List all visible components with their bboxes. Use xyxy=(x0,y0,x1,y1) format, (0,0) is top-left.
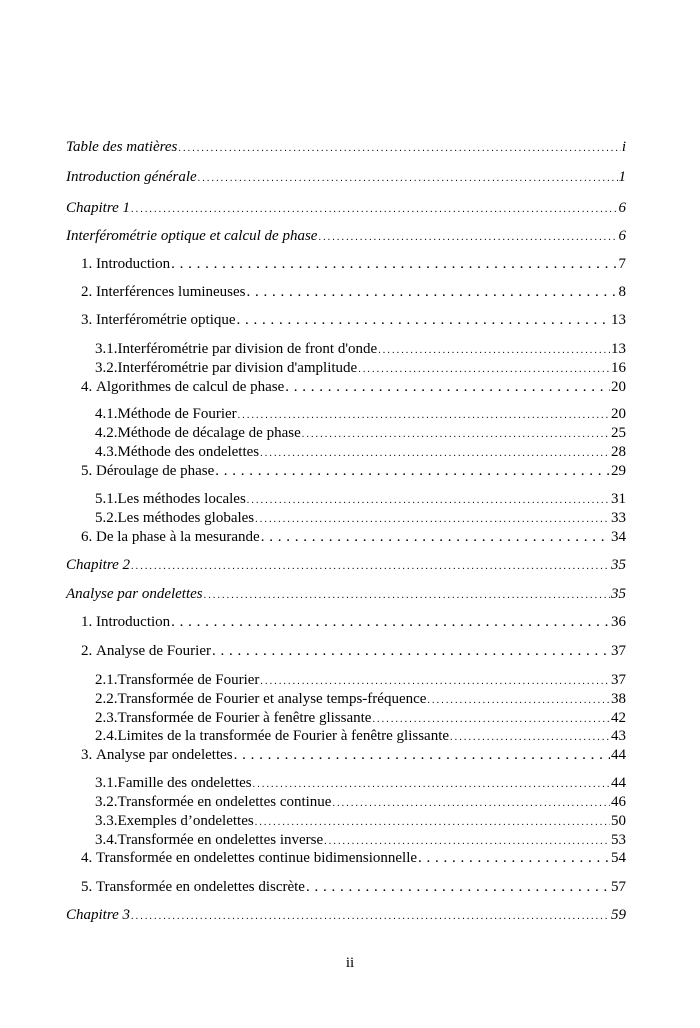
toc-entry[interactable] xyxy=(81,748,626,763)
toc-entry-page: 25 xyxy=(611,425,626,441)
dot-leader xyxy=(324,837,610,847)
toc-entry-page: 31 xyxy=(611,491,626,507)
dot-leader xyxy=(178,144,620,154)
toc-entry[interactable] xyxy=(81,257,626,272)
toc-entry-title: Interférométrie optique xyxy=(96,312,236,328)
toc-entry-page: 53 xyxy=(611,832,626,848)
toc-entry-number: 3.1. xyxy=(95,775,118,791)
dot-leader xyxy=(318,233,617,243)
dot-leader xyxy=(332,799,610,809)
toc-entry-number: 3.1. xyxy=(95,341,118,357)
toc-entry-page: 16 xyxy=(611,360,626,376)
toc-entry-number: 2.1. xyxy=(95,672,118,688)
toc-entry-title: Les méthodes globales xyxy=(117,510,255,526)
toc-entry[interactable] xyxy=(66,170,626,185)
dot-leader xyxy=(198,174,618,184)
toc-entry[interactable] xyxy=(95,833,626,848)
toc-entry-number: 4.2. xyxy=(95,425,118,441)
toc-entry-title: Interférométrie par division d'amplitude xyxy=(117,360,358,376)
dot-leader xyxy=(255,515,610,525)
toc-entry-number: 4. xyxy=(81,379,93,395)
toc-entry[interactable] xyxy=(66,140,626,155)
toc-entry-page: 44 xyxy=(611,775,626,791)
toc-entry-title: Introduction générale xyxy=(66,169,197,185)
dot-leader xyxy=(215,464,610,479)
toc-entry[interactable] xyxy=(81,380,626,395)
toc-entry-title: Chapitre 2 xyxy=(66,557,131,573)
dot-leader xyxy=(418,851,610,866)
toc-entry[interactable] xyxy=(81,464,626,479)
dot-leader xyxy=(171,257,617,272)
toc-entry-page: 50 xyxy=(611,813,626,829)
toc-entry[interactable] xyxy=(95,795,626,810)
toc-entry-number: 5. xyxy=(81,463,93,479)
toc-entry[interactable] xyxy=(81,851,626,866)
toc-entry-number: 5.2. xyxy=(95,510,118,526)
toc-entry-page: 43 xyxy=(611,728,626,744)
dot-leader xyxy=(450,733,610,743)
toc-entry-title: Interférométrie par division de front d'onde xyxy=(117,341,378,357)
dot-leader xyxy=(378,346,610,356)
dot-leader xyxy=(358,365,610,375)
toc-entry-number: 4. xyxy=(81,850,93,866)
dot-leader xyxy=(260,677,610,687)
toc-entry-page: 37 xyxy=(611,643,626,659)
toc-entry-title: Transformée de Fourier xyxy=(117,672,260,688)
toc-entry-number: 3. xyxy=(81,747,93,763)
toc-entry-title: Méthode des ondelettes xyxy=(117,444,260,460)
toc-entry-page: 42 xyxy=(611,710,626,726)
toc-entry-page: 46 xyxy=(611,794,626,810)
toc-entry-title: Chapitre 3 xyxy=(66,907,131,923)
dot-leader xyxy=(302,430,610,440)
toc-entry[interactable] xyxy=(95,729,626,744)
toc-entry-page: 13 xyxy=(611,312,626,328)
toc-entry-page: 35 xyxy=(611,586,626,602)
toc-entry-title: Analyse par ondelettes xyxy=(96,747,233,763)
dot-leader xyxy=(131,912,610,922)
toc-entry[interactable] xyxy=(81,880,626,895)
toc-entry[interactable] xyxy=(81,530,626,545)
toc-entry-page: 38 xyxy=(611,691,626,707)
dot-leader xyxy=(247,496,610,506)
toc-entry-number: 3.4. xyxy=(95,832,118,848)
toc-entry-title: Transformée en ondelettes discrète xyxy=(96,879,305,895)
toc-entry-title: Analyse de Fourier xyxy=(96,643,211,659)
toc-entry[interactable] xyxy=(95,445,626,460)
dot-leader xyxy=(261,530,610,545)
toc-entry-page: 33 xyxy=(611,510,626,526)
dot-leader xyxy=(204,591,610,601)
toc-entry-number: 1. xyxy=(81,614,93,630)
toc-entry-number: 3.3. xyxy=(95,813,118,829)
dot-leader xyxy=(427,696,610,706)
dot-leader xyxy=(234,748,610,763)
toc-entry[interactable] xyxy=(95,511,626,526)
toc-entry-page: 20 xyxy=(611,379,626,395)
toc-entry-number: 3.2. xyxy=(95,794,118,810)
toc-entry-title: Chapitre 1 xyxy=(66,200,131,216)
dot-leader xyxy=(255,818,610,828)
toc-entry-title: Table des matières xyxy=(66,139,178,155)
toc-entry-page: 34 xyxy=(611,529,626,545)
toc-entry-number: 2. xyxy=(81,643,93,659)
toc-entry-title: Déroulage de phase xyxy=(96,463,215,479)
toc-entry-title: Transformée en ondelettes continue xyxy=(117,794,332,810)
toc-entry-title: Interférométrie optique et calcul de phase xyxy=(66,228,318,244)
toc-entry-page: 7 xyxy=(618,256,626,272)
toc-entry[interactable] xyxy=(95,711,626,726)
toc-entry-title: Transformée en ondelettes inverse xyxy=(117,832,324,848)
toc-entry[interactable] xyxy=(66,558,626,573)
toc-entry[interactable] xyxy=(66,229,626,244)
toc-entry[interactable] xyxy=(95,361,626,376)
toc-entry-page: 6 xyxy=(618,228,626,244)
toc-entry-page: 57 xyxy=(611,879,626,895)
toc-entry-page: 59 xyxy=(611,907,626,923)
toc-entry[interactable] xyxy=(95,426,626,441)
toc-entry-title: Algorithmes de calcul de phase xyxy=(96,379,285,395)
page-number: ii xyxy=(345,955,355,971)
dot-leader xyxy=(253,780,610,790)
toc-entry-title: Méthode de Fourier xyxy=(117,406,237,422)
toc-entry[interactable] xyxy=(81,285,626,300)
toc-entry-title: De la phase à la mesurande xyxy=(96,529,260,545)
dot-leader xyxy=(306,880,610,895)
dot-leader xyxy=(237,313,610,328)
toc-entry-title: Méthode de décalage de phase xyxy=(117,425,301,441)
toc-entry[interactable] xyxy=(95,673,626,688)
toc-entry[interactable] xyxy=(95,814,626,829)
toc-entry-title: Transformée en ondelettes continue bidimensionnelle xyxy=(96,850,418,866)
toc-entry-title: Limites de la transformée de Fourier à fenêtre glissante xyxy=(117,728,450,744)
toc-entry-number: 2.3. xyxy=(95,710,118,726)
toc-entry-number: 5. xyxy=(81,879,93,895)
dot-leader xyxy=(285,380,610,395)
toc-entry-title: Famille des ondelettes xyxy=(117,775,252,791)
toc-entry-page: 28 xyxy=(611,444,626,460)
toc-entry-page: 29 xyxy=(611,463,626,479)
toc-entry[interactable] xyxy=(81,313,626,328)
dot-leader xyxy=(212,644,610,659)
dot-leader xyxy=(131,205,617,215)
toc-entry[interactable] xyxy=(66,201,626,216)
toc-entry-title: Les méthodes locales xyxy=(117,491,246,507)
toc-entry-number: 3.2. xyxy=(95,360,118,376)
dot-leader xyxy=(372,715,610,725)
toc-entry[interactable] xyxy=(81,644,626,659)
toc-entry-number: 6. xyxy=(81,529,93,545)
dot-leader xyxy=(171,615,610,630)
toc-entry-page: i xyxy=(621,139,626,155)
toc-entry-page: 13 xyxy=(611,341,626,357)
toc-entry-number: 1. xyxy=(81,256,93,272)
toc-entry-number: 2.2. xyxy=(95,691,118,707)
toc-entry-number: 2. xyxy=(81,284,93,300)
toc-entry[interactable] xyxy=(66,908,626,923)
toc-entry-page: 8 xyxy=(618,284,626,300)
toc-entry-page: 37 xyxy=(611,672,626,688)
dot-leader xyxy=(131,562,610,572)
toc-entry-title: Transformée de Fourier à fenêtre glissante xyxy=(117,710,372,726)
dot-leader xyxy=(260,449,610,459)
dot-leader xyxy=(247,285,618,300)
toc-entry-page: 6 xyxy=(618,200,626,216)
toc-entry-title: Introduction xyxy=(96,256,171,272)
toc-entry-title: Transformée de Fourier et analyse temps-fréquence xyxy=(117,691,427,707)
toc-entry[interactable] xyxy=(66,587,626,602)
toc-entry-title: Interférences lumineuses xyxy=(96,284,246,300)
toc-entry-page: 1 xyxy=(618,169,626,185)
toc-entry[interactable] xyxy=(95,692,626,707)
dot-leader xyxy=(238,411,610,421)
toc-entry-page: 35 xyxy=(611,557,626,573)
toc-entry-number: 2.4. xyxy=(95,728,118,744)
toc-entry-number: 4.3. xyxy=(95,444,118,460)
toc-entry[interactable] xyxy=(81,615,626,630)
toc-entry-title: Exemples d’ondelettes xyxy=(117,813,254,829)
toc-entry-number: 5.1. xyxy=(95,491,118,507)
toc-entry-page: 54 xyxy=(611,850,626,866)
toc-entry[interactable] xyxy=(95,492,626,507)
toc-entry[interactable] xyxy=(95,776,626,791)
toc-entry-number: 4.1. xyxy=(95,406,118,422)
toc-entry-number: 3. xyxy=(81,312,93,328)
toc-entry[interactable] xyxy=(95,407,626,422)
toc-entry[interactable] xyxy=(95,342,626,357)
toc-entry-page: 44 xyxy=(611,747,626,763)
toc-entry-page: 20 xyxy=(611,406,626,422)
toc-entry-page: 36 xyxy=(611,614,626,630)
toc-entry-title: Analyse par ondelettes xyxy=(66,586,203,602)
toc-entry-title: Introduction xyxy=(96,614,171,630)
